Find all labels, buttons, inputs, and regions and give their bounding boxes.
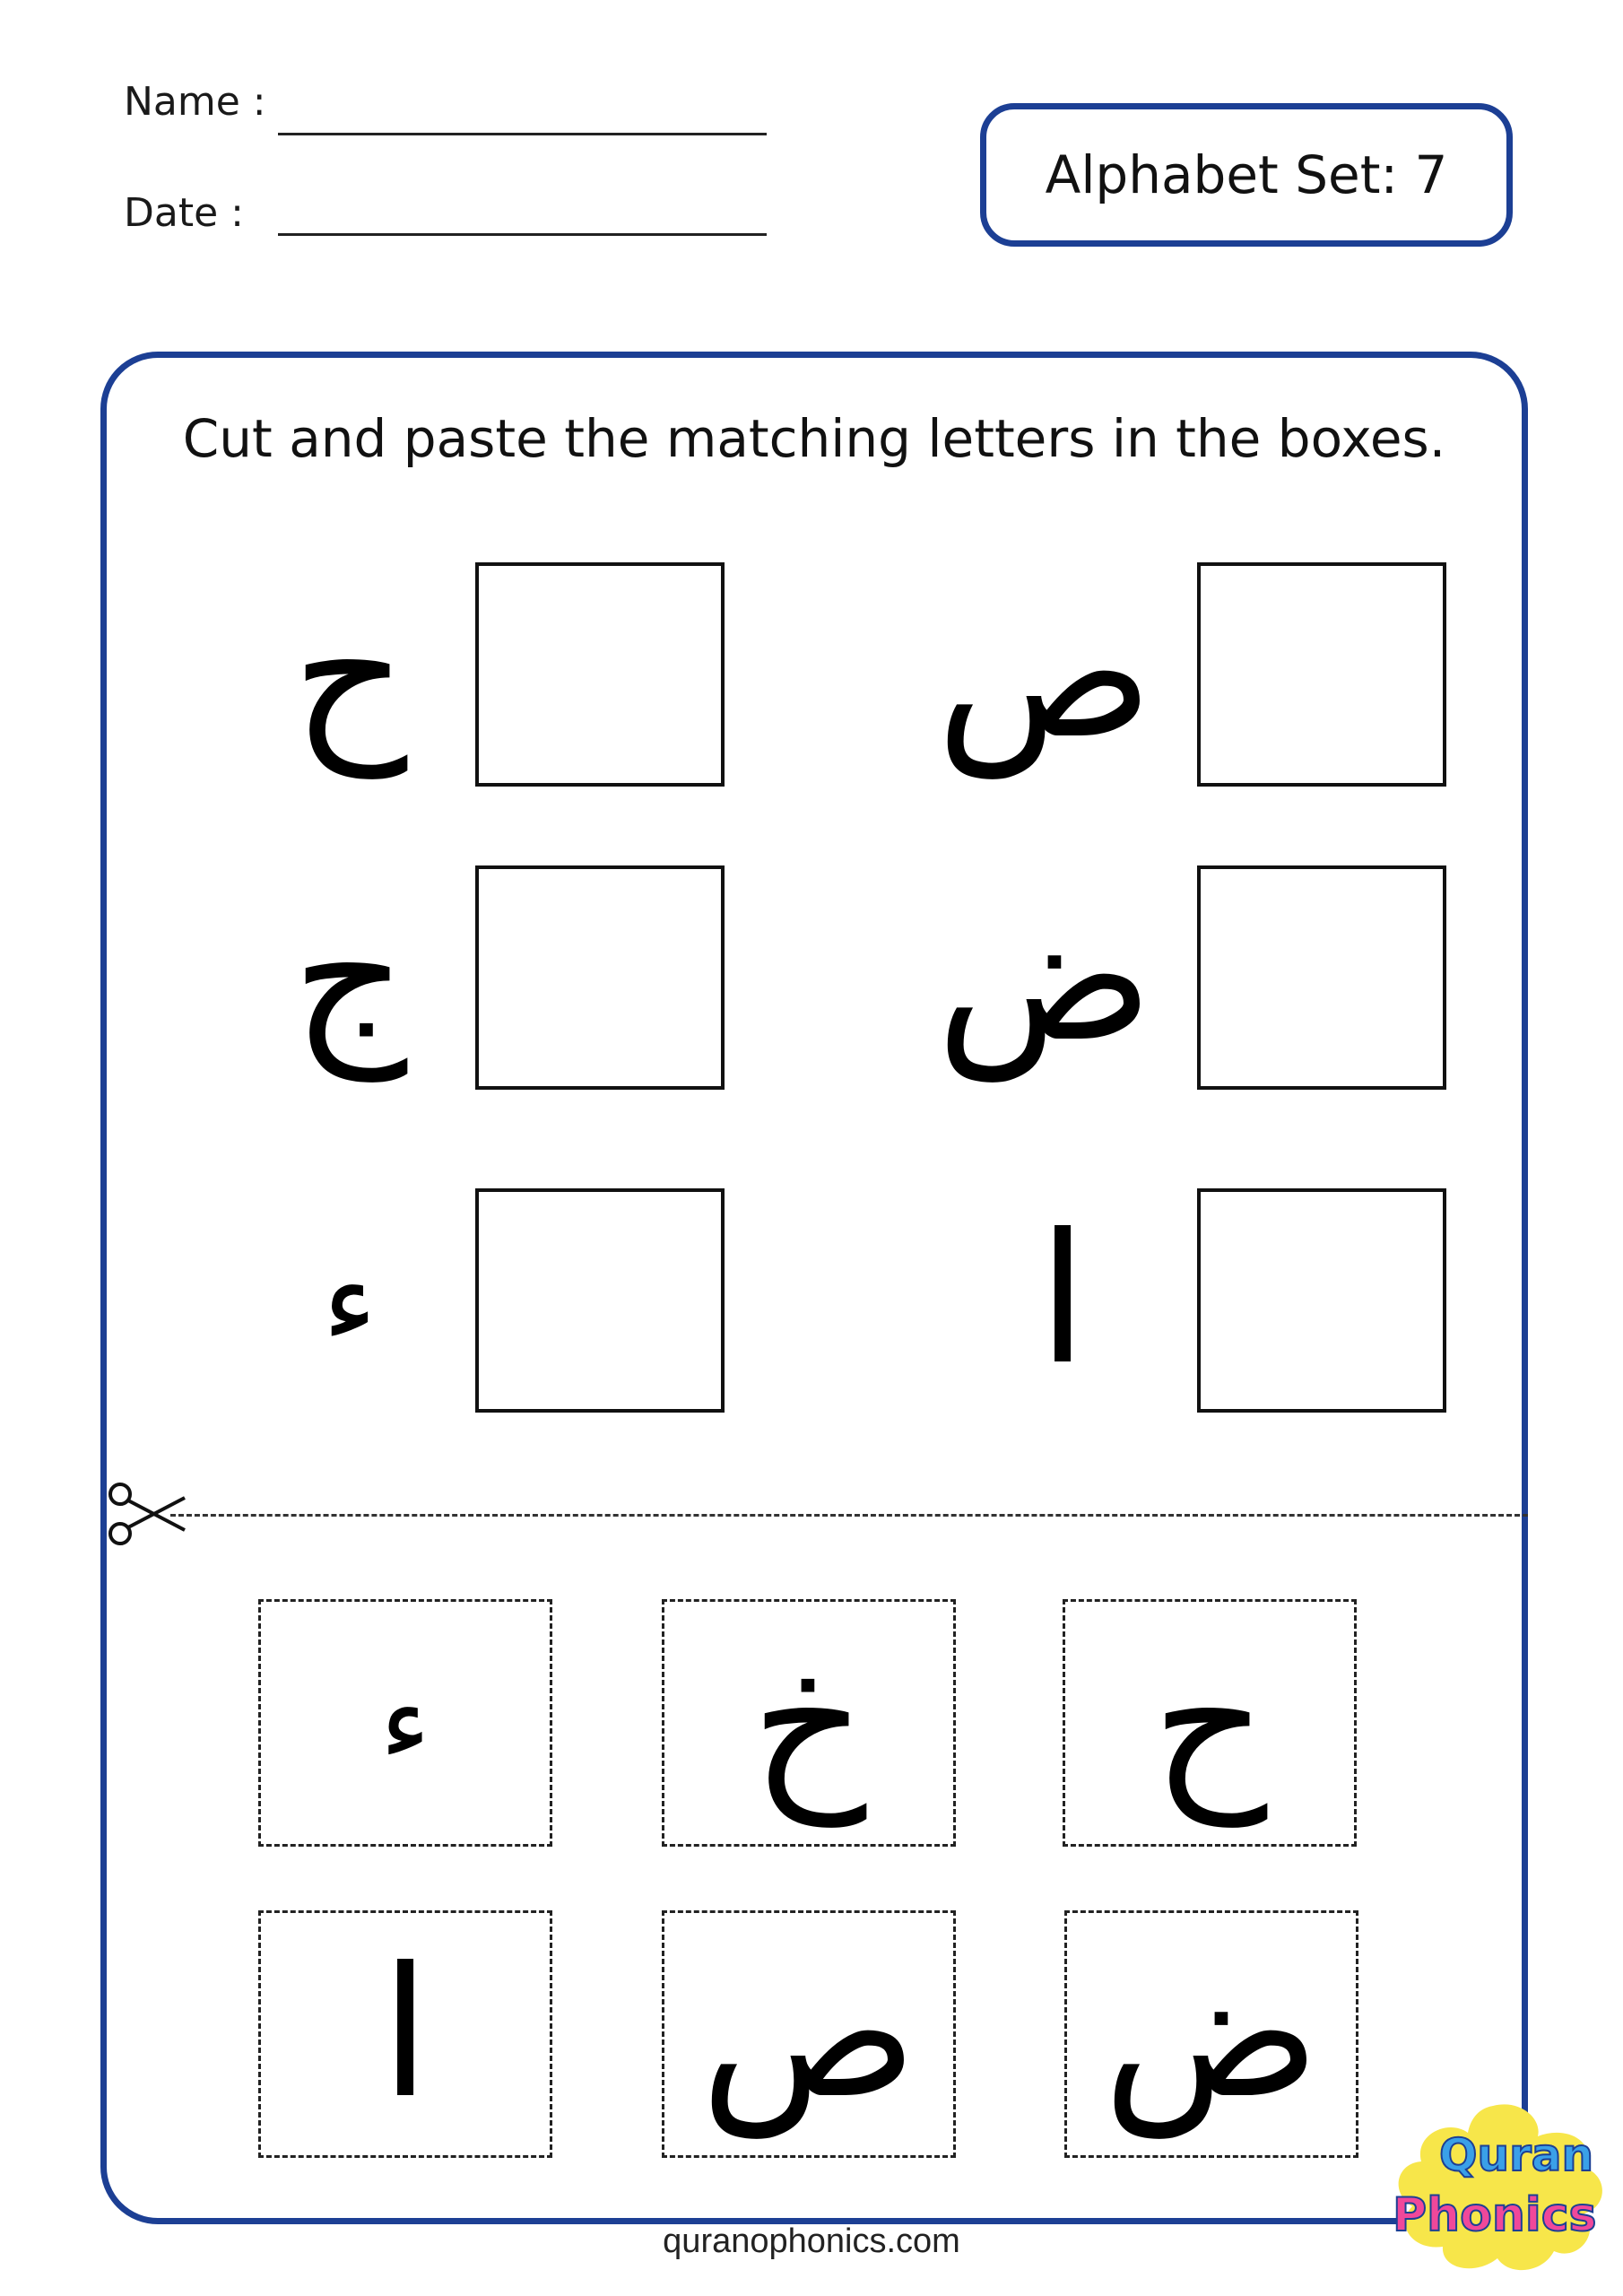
paste-box[interactable] [475, 1188, 725, 1413]
cut-card[interactable]: ص [662, 1910, 956, 2158]
paste-box[interactable] [1197, 1188, 1446, 1413]
logo-text-quran: Quran [1439, 2129, 1594, 2181]
date-label: Date : [124, 190, 244, 236]
paste-box[interactable] [1197, 562, 1446, 787]
target-letter: ج [291, 873, 408, 1082]
target-letter: ء [322, 1232, 378, 1369]
alphabet-set-title: Alphabet Set: 7 [1045, 144, 1448, 205]
name-field-line[interactable] [278, 133, 767, 135]
logo-text-phonics: Phonics [1393, 2188, 1597, 2242]
quran-phonics-logo [1385, 2099, 1610, 2278]
paste-box[interactable] [475, 865, 725, 1090]
target-letter: ا [1037, 1196, 1088, 1405]
paste-box[interactable] [1197, 865, 1446, 1090]
paste-box[interactable] [475, 562, 725, 787]
cut-line [170, 1514, 1528, 1517]
cut-card[interactable]: خ [662, 1599, 956, 1847]
target-letter: ح [291, 570, 408, 778]
cut-card[interactable]: ا [258, 1910, 552, 2158]
instruction-text: Cut and paste the matching letters in the boxes. [182, 408, 1446, 469]
name-label: Name : [124, 79, 266, 125]
cut-card[interactable]: ض [1064, 1910, 1358, 2158]
cut-card[interactable]: ء [258, 1599, 552, 1847]
target-letter: ص [936, 570, 1153, 778]
cut-card[interactable]: ح [1063, 1599, 1357, 1847]
alphabet-set-badge [980, 103, 1513, 247]
target-letter: ض [936, 873, 1153, 1082]
date-field-line[interactable] [278, 233, 767, 236]
footer-url: quranophonics.com [663, 2222, 960, 2260]
